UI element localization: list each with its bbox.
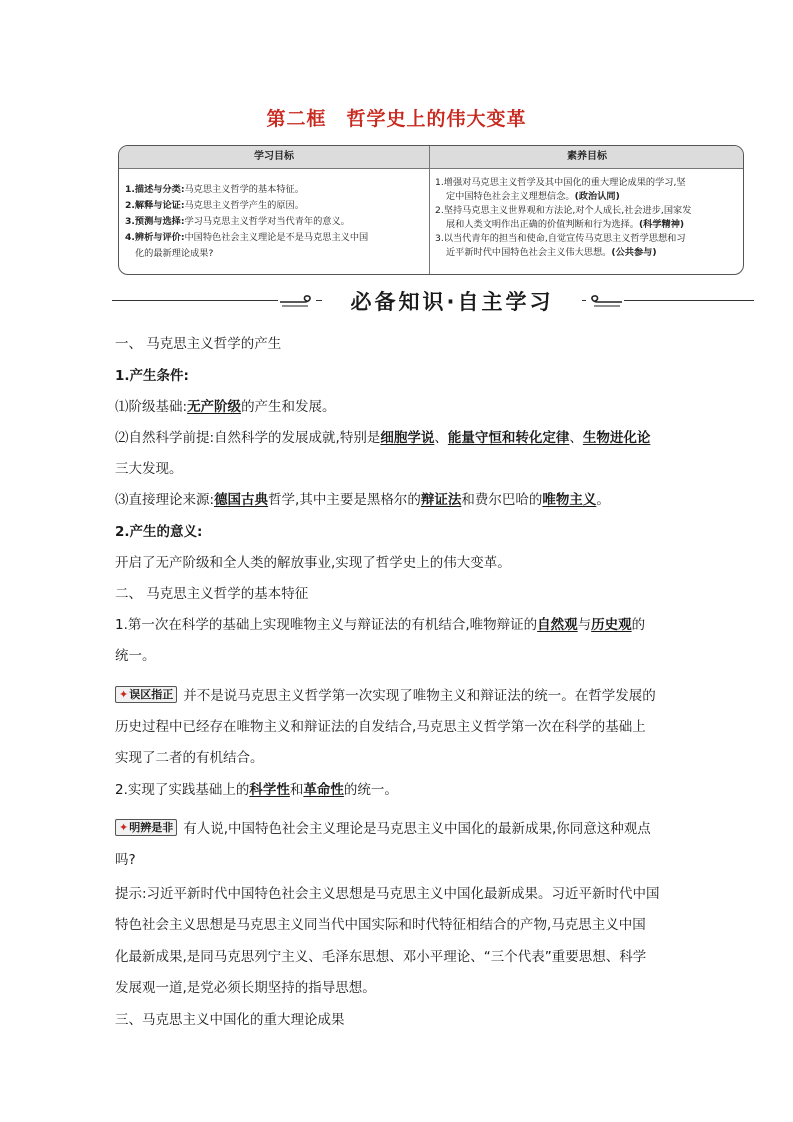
- learning-goal-item: [125, 214, 425, 230]
- subheading: 1.产生条件:: [115, 368, 189, 384]
- paragraph: 实现了二者的有机结合。: [115, 750, 264, 766]
- paragraph: 历史过程中已经存在唯物主义和辩证法的自发结合,马克思主义哲学第一次在科学的基础上: [115, 719, 646, 735]
- literacy-goal-item: [435, 218, 737, 232]
- literacy-goal-text: 定中国特色社会主义理想信念。: [446, 191, 575, 202]
- goals-table-header: [119, 146, 743, 169]
- banner-swirl-right-icon: [586, 294, 624, 310]
- literacy-goal-item: [435, 232, 737, 246]
- text: 、: [569, 430, 583, 446]
- hint-text: 提示:习近平新时代中国特色社会主义思想是马克思主义中国化最新成果。习近平新时代中国: [115, 886, 660, 902]
- text: ⑴阶级基础:: [115, 399, 188, 415]
- section-heading: 三、马克思主义中国化的重大理论成果: [115, 1012, 345, 1028]
- learning-goal-text: 马克思主义哲学产生的原因。: [184, 200, 304, 211]
- text: ⑵自然科学前提:自然科学的发展成就,特别是: [115, 430, 381, 446]
- literacy-goal-item: [435, 204, 737, 218]
- literacy-goal-text: 2.坚持马克思主义世界观和方法论,对个人成长,社会进步,国家发: [435, 205, 692, 216]
- tag-label: 误区指正: [129, 688, 174, 701]
- learning-goal-lead: 3.预测与选择:: [125, 216, 185, 227]
- key-term: 辩证法: [420, 492, 462, 508]
- feature-1: [115, 613, 685, 633]
- text: ⑶直接理论来源:: [115, 492, 215, 508]
- condition-class: [115, 395, 685, 415]
- text: 和: [289, 782, 304, 798]
- literacy-goal-item: [435, 246, 737, 260]
- text: 1.第一次在科学的基础上实现唯物主义与辩证法的有机结合,唯物辩证的: [115, 617, 538, 633]
- feature-1-cont: 统一。: [115, 648, 156, 664]
- learning-goal-item: [125, 182, 425, 198]
- banner-swirl-left-icon: [278, 294, 316, 310]
- banner-title: 必备知识·自主学习: [322, 286, 582, 318]
- condition-science-cont: 三大发现。: [115, 461, 183, 477]
- literacy-goal-text: 1.增强对马克思主义哲学及其中国化的重大理论成果的学习,坚: [435, 177, 686, 188]
- feature-2: [115, 778, 685, 798]
- section-heading: 二、 马克思主义哲学的基本特征: [115, 586, 309, 602]
- literacy-goal-tag: (科学精神): [638, 219, 685, 230]
- learning-goals-list: [125, 182, 425, 262]
- learning-goals-header: 学习目标: [254, 151, 294, 162]
- goals-table: [118, 145, 744, 275]
- paragraph: 开启了无产阶级和全人类的解放事业,实现了哲学史上的伟大变革。: [115, 555, 511, 571]
- learning-goal-text: 中国特色社会主义理论是不是马克思主义中国: [184, 232, 369, 243]
- text: 、: [434, 430, 448, 446]
- text: 2.实现了实践基础上的: [115, 782, 250, 798]
- learning-goal-item: [125, 198, 425, 214]
- text: 哲学,其中主要是黑格尔的: [268, 492, 421, 508]
- hint-text: 特色社会主义思想是马克思主义同当代中国实际和时代特征相结合的产物,马克思主义中国: [115, 917, 646, 933]
- hint-text: 化最新成果,是同马克思列宁主义、毛泽东思想、邓小平理论、“三个代表”重要思想、科学: [115, 949, 647, 965]
- key-term: 科学性: [249, 782, 290, 798]
- discernment-tag: [115, 819, 177, 836]
- misconception-tag: [115, 686, 177, 703]
- text: 的: [631, 617, 646, 633]
- text: 的产生和发展。: [241, 399, 336, 415]
- literacy-goals-list: [435, 176, 737, 260]
- learning-goal-text: 马克思主义哲学的基本特征。: [184, 184, 304, 195]
- text: 的统一。: [343, 782, 398, 798]
- text: 并不是说马克思主义哲学第一次实现了唯物主义和辩证法的统一。在哲学发展的: [183, 688, 656, 704]
- key-term: 革命性: [303, 782, 344, 798]
- key-term: 生物进化论: [582, 430, 651, 446]
- tag-mark-icon: ✦: [119, 821, 129, 834]
- condition-theory: [115, 488, 685, 508]
- literacy-goal-text: 3.以当代青年的担当和使命,自觉宣传马克思主义哲学思想和习: [435, 233, 686, 244]
- condition-science: [115, 426, 685, 446]
- literacy-goals-header: 素养目标: [567, 151, 607, 162]
- learning-goal-lead: 2.解释与论证:: [125, 200, 185, 211]
- hint-text: 发展观一道,是党必须长期坚持的指导思想。: [115, 980, 376, 996]
- section-banner: [112, 286, 754, 320]
- literacy-goal-tag: (公共参与): [611, 247, 657, 258]
- text: 与: [577, 617, 592, 633]
- learning-goal-text: 学习马克思主义哲学对当代青年的意义。: [184, 216, 350, 227]
- learning-goal-lead: 1.描述与分类:: [125, 184, 185, 195]
- section-heading: 一、 马克思主义哲学的产生: [115, 336, 282, 352]
- learning-goal-item: [125, 246, 425, 262]
- literacy-goal-text: 近平新时代中国特色社会主义伟大思想。: [446, 247, 612, 258]
- text: 。: [596, 492, 610, 508]
- text: 有人说,中国特色社会主义理论是马克思主义中国化的最新成果,你同意这种观点: [183, 821, 651, 837]
- literacy-goal-tag: (政治认同): [574, 191, 620, 202]
- key-term: 细胞学说: [380, 430, 435, 446]
- literacy-goal-item: [435, 190, 737, 204]
- goals-table-divider: [429, 146, 430, 275]
- key-term: 德国古典: [214, 492, 269, 508]
- literacy-goal-text: 展和人类文明作出正确的价值判断和行为选择。: [446, 219, 639, 230]
- page-title: 第二框 哲学史上的伟大变革: [266, 108, 527, 130]
- literacy-goal-item: [435, 176, 737, 190]
- tag-label: 明辨是非: [129, 821, 174, 834]
- learning-goal-lead: 4.辨析与评价:: [125, 232, 185, 243]
- subheading: 2.产生的意义:: [115, 524, 203, 540]
- key-term: 唯物主义: [542, 492, 597, 508]
- key-term: 历史观: [591, 617, 632, 633]
- key-term: 自然观: [537, 617, 578, 633]
- learning-goal-text: 化的最新理论成果?: [135, 248, 214, 259]
- misconception-note: [115, 684, 685, 704]
- discernment-question: [115, 817, 685, 837]
- text: 和费尔巴哈的: [461, 492, 543, 508]
- key-term: 能量守恒和转化定律: [447, 430, 570, 446]
- key-term: 无产阶级: [187, 399, 242, 415]
- tag-mark-icon: ✦: [119, 688, 129, 701]
- learning-goal-item: [125, 230, 425, 246]
- paragraph: 吗?: [115, 852, 136, 868]
